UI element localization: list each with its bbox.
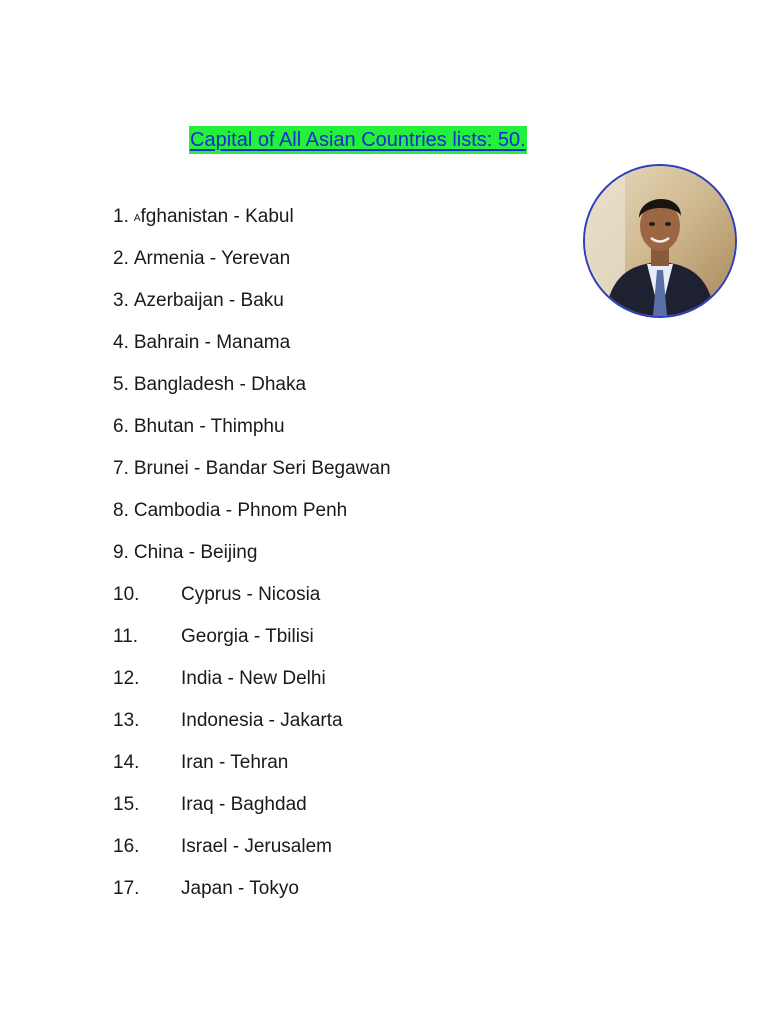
list-item-number: 6. (113, 416, 129, 437)
list-item (113, 494, 391, 536)
list-item-text: India - New Delhi (181, 668, 326, 689)
list-item-text: Indonesia - Jakarta (181, 710, 343, 731)
list-item-number: 9. (113, 542, 129, 563)
list-item-number: 5. (113, 374, 129, 395)
list-item (113, 368, 391, 410)
list-item-number: 16. (113, 836, 140, 857)
list-item (113, 326, 391, 368)
list-item-text: Cambodia - Phnom Penh (133, 500, 348, 521)
list-item (113, 452, 391, 494)
list-item-text: Bahrain - Manama (133, 332, 291, 353)
list-item (113, 872, 391, 914)
list-item-number: 17. (113, 878, 140, 899)
list-item-number: 13. (113, 710, 140, 731)
list-item-initial: A (133, 213, 141, 224)
list-item-text: China - Beijing (133, 542, 258, 563)
list-item (113, 662, 391, 704)
list-item-number: 1. (113, 206, 129, 227)
list-item (113, 620, 391, 662)
list-item-text: fghanistan - Kabul (140, 206, 294, 227)
list-item-number: 14. (113, 752, 140, 773)
list-item-text: Bhutan - Thimphu (133, 416, 285, 437)
list-item (113, 200, 391, 242)
list-item-number: 2. (113, 248, 129, 269)
list-item-text: Iraq - Baghdad (181, 794, 307, 815)
profile-photo-illustration (585, 166, 735, 316)
list-item (113, 830, 391, 872)
list-item-text: Azerbaijan - Baku (133, 290, 284, 311)
list-item-number: 8. (113, 500, 129, 521)
country-capital-list (113, 200, 391, 914)
list-item (113, 704, 391, 746)
list-item-number: 3. (113, 290, 129, 311)
list-item (113, 746, 391, 788)
list-item (113, 788, 391, 830)
list-item-text: Iran - Tehran (181, 752, 289, 773)
list-item-number: 10. (113, 584, 140, 605)
list-item-text: Armenia - Yerevan (133, 248, 291, 269)
list-item (113, 536, 391, 578)
list-item-text: Brunei - Bandar Seri Begawan (133, 458, 391, 479)
list-item-text: Bangladesh - Dhaka (133, 374, 307, 395)
page-title: Capital of All Asian Countries lists: 50. (189, 126, 527, 154)
list-item-text: Cyprus - Nicosia (181, 584, 321, 605)
list-item (113, 242, 391, 284)
list-item-text: Japan - Tokyo (181, 878, 299, 899)
list-item-number: 11. (113, 626, 139, 647)
list-item-number: 7. (113, 458, 129, 479)
list-item (113, 284, 391, 326)
list-item-number: 15. (113, 794, 140, 815)
list-item-text: Georgia - Tbilisi (181, 626, 314, 647)
list-item-number: 12. (113, 668, 140, 689)
profile-photo (583, 164, 737, 318)
list-item-number: 4. (113, 332, 129, 353)
list-item-text: Israel - Jerusalem (181, 836, 332, 857)
list-item (113, 410, 391, 452)
list-item (113, 578, 391, 620)
